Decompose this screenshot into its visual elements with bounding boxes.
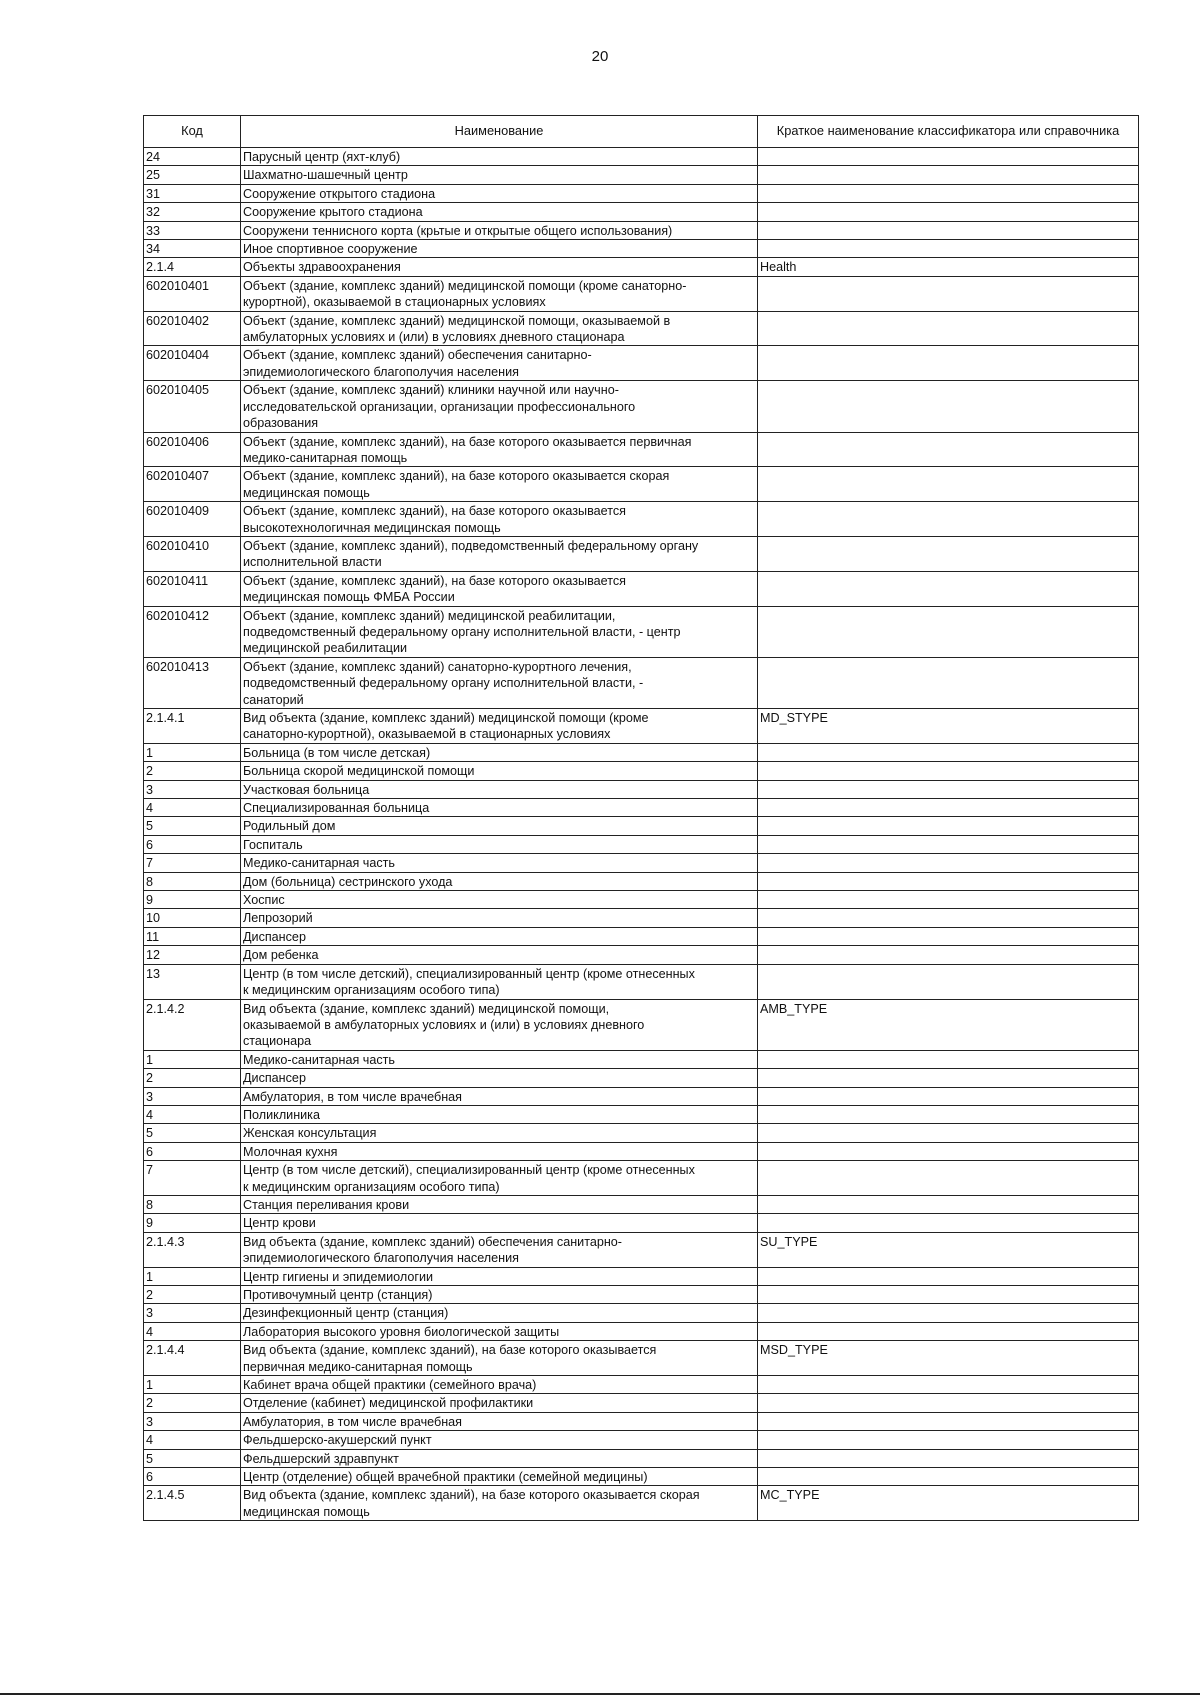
- table-row: [144, 1376, 1139, 1394]
- code-cell: 4: [144, 1322, 241, 1340]
- table-header-row: [144, 116, 1139, 148]
- code-cell: 9: [144, 891, 241, 909]
- short-name-cell: [758, 780, 1139, 798]
- column-header-name: Наименование: [241, 116, 758, 148]
- table-row: [144, 835, 1139, 853]
- name-cell: Вид объекта (здание, комплекс зданий) обеспечения санитарно- эпидемиологического благополучия населения: [241, 1232, 758, 1267]
- table-row: [144, 799, 1139, 817]
- code-cell: 32: [144, 203, 241, 221]
- name-cell: Центр гигиены и эпидемиологии: [241, 1267, 758, 1285]
- short-name-cell: [758, 1267, 1139, 1285]
- name-cell: Объект (здание, комплекс зданий) медицинской помощи, оказываемой в амбулаторных условиях и (или) в условиях дневного стационара: [241, 311, 758, 346]
- code-cell: 8: [144, 1195, 241, 1213]
- short-name-cell: [758, 1322, 1139, 1340]
- code-cell: 2.1.4.2: [144, 999, 241, 1050]
- short-name-cell: [758, 311, 1139, 346]
- short-name-cell: [758, 606, 1139, 657]
- short-name-cell: [758, 854, 1139, 872]
- name-cell: Больница (в том числе детская): [241, 743, 758, 761]
- table-row: [144, 1486, 1139, 1521]
- table-row: [144, 854, 1139, 872]
- short-name-cell: [758, 1050, 1139, 1068]
- code-cell: 602010413: [144, 657, 241, 708]
- short-name-cell: [758, 221, 1139, 239]
- name-cell: Диспансер: [241, 1069, 758, 1087]
- code-cell: 602010411: [144, 571, 241, 606]
- short-name-cell: [758, 1124, 1139, 1142]
- name-cell: Сооружение крытого стадиона: [241, 203, 758, 221]
- code-cell: 25: [144, 166, 241, 184]
- table-row: [144, 311, 1139, 346]
- short-name-cell: [758, 964, 1139, 999]
- table-row: [144, 999, 1139, 1050]
- short-name-cell: [758, 381, 1139, 432]
- name-cell: Объект (здание, комплекс зданий) медицинской реабилитации, подведомственный федеральному органу исполнительной власти, - центр медицинской реабилитации: [241, 606, 758, 657]
- short-name-cell: [758, 817, 1139, 835]
- table-row: [144, 909, 1139, 927]
- code-cell: 10: [144, 909, 241, 927]
- name-cell: Лепрозорий: [241, 909, 758, 927]
- short-name-cell: [758, 467, 1139, 502]
- table-row: [144, 946, 1139, 964]
- short-name-cell: [758, 1087, 1139, 1105]
- short-name-cell: [758, 1412, 1139, 1430]
- table-row: [144, 927, 1139, 945]
- name-cell: Сооружение открытого стадиона: [241, 184, 758, 202]
- table-row: [144, 1105, 1139, 1123]
- table-row: [144, 1267, 1139, 1285]
- name-cell: Иное спортивное сооружение: [241, 240, 758, 258]
- code-cell: 11: [144, 927, 241, 945]
- short-name-cell: [758, 1214, 1139, 1232]
- table-row: [144, 203, 1139, 221]
- short-name-cell: [758, 166, 1139, 184]
- short-name-cell: [758, 927, 1139, 945]
- table-row: [144, 148, 1139, 166]
- code-cell: 31: [144, 184, 241, 202]
- table-row: [144, 1412, 1139, 1430]
- short-name-cell: [758, 891, 1139, 909]
- code-cell: 2: [144, 1394, 241, 1412]
- table-row: [144, 891, 1139, 909]
- table-row: [144, 1214, 1139, 1232]
- table-row: [144, 1341, 1139, 1376]
- name-cell: Лаборатория высокого уровня биологической защиты: [241, 1322, 758, 1340]
- table-row: [144, 872, 1139, 890]
- table-row: [144, 1050, 1139, 1068]
- short-name-cell: [758, 1195, 1139, 1213]
- page-number: 20: [591, 48, 609, 65]
- table-row: [144, 571, 1139, 606]
- code-cell: 13: [144, 964, 241, 999]
- code-cell: 4: [144, 1431, 241, 1449]
- table-row: [144, 258, 1139, 276]
- short-name-cell: [758, 432, 1139, 467]
- short-name-cell: [758, 276, 1139, 311]
- name-cell: Медико-санитарная часть: [241, 854, 758, 872]
- table-row: [144, 1468, 1139, 1486]
- table-row: [144, 780, 1139, 798]
- code-cell: 6: [144, 1142, 241, 1160]
- code-cell: 602010412: [144, 606, 241, 657]
- name-cell: Вид объекта (здание, комплекс зданий), на базе которого оказывается скорая медицинская помощь: [241, 1486, 758, 1521]
- short-name-cell: Health: [758, 258, 1139, 276]
- table-row: [144, 1087, 1139, 1105]
- name-cell: Объект (здание, комплекс зданий) санаторно-курортного лечения, подведомственный федеральному органу исполнительной власти, - санаторий: [241, 657, 758, 708]
- code-cell: 8: [144, 872, 241, 890]
- short-name-cell: [758, 1142, 1139, 1160]
- code-cell: 2.1.4.3: [144, 1232, 241, 1267]
- table-row: [144, 1304, 1139, 1322]
- code-cell: 3: [144, 1304, 241, 1322]
- code-cell: 1: [144, 743, 241, 761]
- table-row: [144, 467, 1139, 502]
- short-name-cell: AMB_TYPE: [758, 999, 1139, 1050]
- name-cell: Противочумный центр (станция): [241, 1286, 758, 1304]
- name-cell: Кабинет врача общей практики (семейного врача): [241, 1376, 758, 1394]
- name-cell: Объект (здание, комплекс зданий) медицинской помощи (кроме санаторно- курортной), оказываемой в стационарных условиях: [241, 276, 758, 311]
- name-cell: Фельдшерский здравпункт: [241, 1449, 758, 1467]
- code-cell: 24: [144, 148, 241, 166]
- short-name-cell: [758, 203, 1139, 221]
- table-row: [144, 536, 1139, 571]
- code-cell: 1: [144, 1050, 241, 1068]
- code-cell: 6: [144, 835, 241, 853]
- table-row: [144, 1394, 1139, 1412]
- code-cell: 602010406: [144, 432, 241, 467]
- name-cell: Диспансер: [241, 927, 758, 945]
- name-cell: Шахматно-шашечный центр: [241, 166, 758, 184]
- code-cell: 33: [144, 221, 241, 239]
- table-row: [144, 1322, 1139, 1340]
- name-cell: Дезинфекционный центр (станция): [241, 1304, 758, 1322]
- short-name-cell: MSD_TYPE: [758, 1341, 1139, 1376]
- code-cell: 7: [144, 1161, 241, 1196]
- name-cell: Объект (здание, комплекс зданий), на базе которого оказывается высокотехнологичная медицинская помощь: [241, 502, 758, 537]
- column-header-short-name: Краткое наименование классификатора или справочника: [758, 116, 1139, 148]
- short-name-cell: [758, 346, 1139, 381]
- name-cell: Парусный центр (яхт-клуб): [241, 148, 758, 166]
- short-name-cell: [758, 184, 1139, 202]
- short-name-cell: [758, 1431, 1139, 1449]
- code-cell: 5: [144, 1449, 241, 1467]
- short-name-cell: [758, 571, 1139, 606]
- name-cell: Специализированная больница: [241, 799, 758, 817]
- table-row: [144, 657, 1139, 708]
- code-cell: 1: [144, 1267, 241, 1285]
- name-cell: Объект (здание, комплекс зданий) клиники научной или научно- исследовательской организации, организации профессионального образования: [241, 381, 758, 432]
- name-cell: Станция переливания крови: [241, 1195, 758, 1213]
- short-name-cell: [758, 946, 1139, 964]
- code-cell: 4: [144, 799, 241, 817]
- name-cell: Госпиталь: [241, 835, 758, 853]
- name-cell: Объекты здравоохранения: [241, 258, 758, 276]
- name-cell: Вид объекта (здание, комплекс зданий), на базе которого оказывается первичная медико-санитарная помощь: [241, 1341, 758, 1376]
- short-name-cell: [758, 799, 1139, 817]
- name-cell: Больница скорой медицинской помощи: [241, 762, 758, 780]
- name-cell: Хоспис: [241, 891, 758, 909]
- short-name-cell: [758, 1161, 1139, 1196]
- code-cell: 3: [144, 1087, 241, 1105]
- code-cell: 602010401: [144, 276, 241, 311]
- short-name-cell: [758, 1069, 1139, 1087]
- code-cell: 602010404: [144, 346, 241, 381]
- table-row: [144, 276, 1139, 311]
- code-cell: 602010409: [144, 502, 241, 537]
- table-row: [144, 1431, 1139, 1449]
- code-cell: 1: [144, 1376, 241, 1394]
- table-row: [144, 762, 1139, 780]
- code-cell: 2.1.4.1: [144, 709, 241, 744]
- code-cell: 5: [144, 1124, 241, 1142]
- name-cell: Объект (здание, комплекс зданий) обеспечения санитарно- эпидемиологического благополучия населения: [241, 346, 758, 381]
- name-cell: Дом ребенка: [241, 946, 758, 964]
- name-cell: Объект (здание, комплекс зданий), подведомственный федеральному органу исполнительной власти: [241, 536, 758, 571]
- short-name-cell: [758, 1286, 1139, 1304]
- table-row: [144, 432, 1139, 467]
- short-name-cell: [758, 1394, 1139, 1412]
- name-cell: Амбулатория, в том числе врачебная: [241, 1087, 758, 1105]
- name-cell: Объект (здание, комплекс зданий), на базе которого оказывается скорая медицинская помощь: [241, 467, 758, 502]
- code-cell: 602010402: [144, 311, 241, 346]
- classifier-table: [143, 115, 1139, 1521]
- code-cell: 3: [144, 1412, 241, 1430]
- name-cell: Центр (в том числе детский), специализированный центр (кроме отнесенных к медицинским организациям особого типа): [241, 1161, 758, 1196]
- code-cell: 2: [144, 762, 241, 780]
- code-cell: 9: [144, 1214, 241, 1232]
- name-cell: Сооружени теннисного корта (крьтые и открытые общего использования): [241, 221, 758, 239]
- short-name-cell: [758, 762, 1139, 780]
- table-row: [144, 1069, 1139, 1087]
- short-name-cell: [758, 909, 1139, 927]
- name-cell: Объект (здание, комплекс зданий), на базе которого оказывается первичная медико-санитарная помощь: [241, 432, 758, 467]
- name-cell: Поликлиника: [241, 1105, 758, 1123]
- name-cell: Дом (больница) сестринского ухода: [241, 872, 758, 890]
- code-cell: 5: [144, 817, 241, 835]
- short-name-cell: [758, 502, 1139, 537]
- short-name-cell: [758, 872, 1139, 890]
- code-cell: 34: [144, 240, 241, 258]
- table-row: [144, 166, 1139, 184]
- table-row: [144, 240, 1139, 258]
- code-cell: 602010410: [144, 536, 241, 571]
- name-cell: Объект (здание, комплекс зданий), на базе которого оказывается медицинская помощь ФМБА России: [241, 571, 758, 606]
- code-cell: 6: [144, 1468, 241, 1486]
- table-row: [144, 381, 1139, 432]
- name-cell: Центр крови: [241, 1214, 758, 1232]
- code-cell: 2: [144, 1069, 241, 1087]
- column-header-code: Код: [144, 116, 241, 148]
- code-cell: 602010405: [144, 381, 241, 432]
- code-cell: 2.1.4: [144, 258, 241, 276]
- table-row: [144, 1142, 1139, 1160]
- code-cell: 2: [144, 1286, 241, 1304]
- short-name-cell: [758, 1304, 1139, 1322]
- table-body: [144, 148, 1139, 1521]
- name-cell: Молочная кухня: [241, 1142, 758, 1160]
- code-cell: 602010407: [144, 467, 241, 502]
- table-row: [144, 1161, 1139, 1196]
- table-row: [144, 221, 1139, 239]
- short-name-cell: [758, 536, 1139, 571]
- table-row: [144, 743, 1139, 761]
- table-row: [144, 346, 1139, 381]
- table-row: [144, 709, 1139, 744]
- name-cell: Фельдшерско-акушерский пункт: [241, 1431, 758, 1449]
- bottom-rule: [0, 1693, 1200, 1695]
- code-cell: 7: [144, 854, 241, 872]
- name-cell: Женская консультация: [241, 1124, 758, 1142]
- code-cell: 2.1.4.4: [144, 1341, 241, 1376]
- name-cell: Центр (в том числе детский), специализированный центр (кроме отнесенных к медицинским организациям особого типа): [241, 964, 758, 999]
- name-cell: Родильный дом: [241, 817, 758, 835]
- short-name-cell: [758, 1449, 1139, 1467]
- table-row: [144, 1124, 1139, 1142]
- short-name-cell: SU_TYPE: [758, 1232, 1139, 1267]
- code-cell: 3: [144, 780, 241, 798]
- name-cell: Центр (отделение) общей врачебной практики (семейной медицины): [241, 1468, 758, 1486]
- table-row: [144, 1195, 1139, 1213]
- code-cell: 2.1.4.5: [144, 1486, 241, 1521]
- table-row: [144, 1232, 1139, 1267]
- short-name-cell: [758, 148, 1139, 166]
- name-cell: Участковая больница: [241, 780, 758, 798]
- short-name-cell: [758, 240, 1139, 258]
- name-cell: Отделение (кабинет) медицинской профилактики: [241, 1394, 758, 1412]
- table-row: [144, 964, 1139, 999]
- table-row: [144, 502, 1139, 537]
- name-cell: Медико-санитарная часть: [241, 1050, 758, 1068]
- table-row: [144, 817, 1139, 835]
- short-name-cell: [758, 835, 1139, 853]
- short-name-cell: [758, 743, 1139, 761]
- name-cell: Вид объекта (здание, комплекс зданий) медицинской помощи, оказываемой в амбулаторных условиях и (или) в условиях дневного стационара: [241, 999, 758, 1050]
- table-row: [144, 1286, 1139, 1304]
- table-row: [144, 606, 1139, 657]
- name-cell: Вид объекта (здание, комплекс зданий) медицинской помощи (кроме санаторно-курортной), оказываемой в стационарных условиях: [241, 709, 758, 744]
- code-cell: 4: [144, 1105, 241, 1123]
- name-cell: Амбулатория, в том числе врачебная: [241, 1412, 758, 1430]
- short-name-cell: [758, 1376, 1139, 1394]
- table-row: [144, 184, 1139, 202]
- short-name-cell: MD_STYPE: [758, 709, 1139, 744]
- table-row: [144, 1449, 1139, 1467]
- short-name-cell: MC_TYPE: [758, 1486, 1139, 1521]
- short-name-cell: [758, 1105, 1139, 1123]
- short-name-cell: [758, 657, 1139, 708]
- short-name-cell: [758, 1468, 1139, 1486]
- code-cell: 12: [144, 946, 241, 964]
